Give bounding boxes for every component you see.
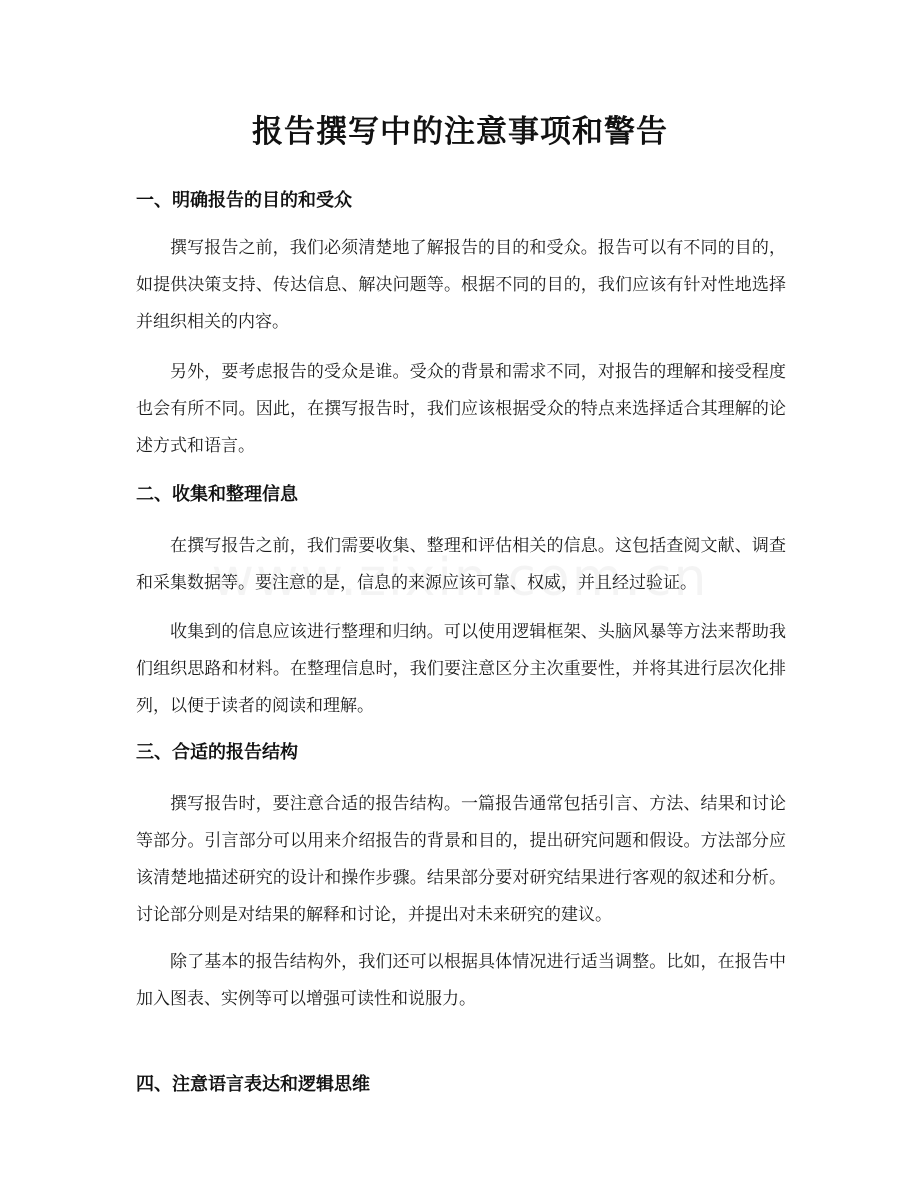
section-3-paragraph-1: 撰写报告时，要注意合适的报告结构。一篇报告通常包括引言、方法、结果和讨论等部分。引言部分可以用来介绍报告的背景和目的，提出研究问题和假设。方法部分应该清楚地描述研究的设计和操作步骤。结果部分要对研究结果进行客观的叙述和分析。讨论部分则是对结果的解释和讨论，并提出对未来研究的建议。 xyxy=(136,794,786,925)
section-2-paragraph-1: 在撰写报告之前，我们需要收集、整理和评估相关的信息。这包括查阅文献、调查和采集数据等。要注意的是，信息的来源应该可靠、权威，并且经过验证。 xyxy=(136,536,786,593)
section-2-paragraph-2: 收集到的信息应该进行整理和归纳。可以使用逻辑框架、头脑风暴等方法来帮助我们组织思路和材料。在整理信息时，我们要注意区分主次重要性，并将其进行层次化排列，以便于读者的阅读和理解。 xyxy=(136,622,786,716)
section-1-paragraph-2: 另外，要考虑报告的受众是谁。受众的背景和需求不同，对报告的理解和接受程度也会有所不同。因此，在撰写报告时，我们应该根据受众的特点来选择适合其理解的论述方式和语言。 xyxy=(136,362,786,456)
section-3-paragraph-2: 除了基本的报告结构外，我们还可以根据具体情况进行适当调整。比如，在报告中加入图表、实例等可以增强可读性和说服力。 xyxy=(136,952,786,1009)
section-3-heading: 三、合适的报告结构 xyxy=(136,742,298,763)
section-1-heading: 一、明确报告的目的和受众 xyxy=(136,190,352,211)
page-title: 报告撰写中的注意事项和警告 xyxy=(252,114,668,150)
section-1-paragraph-1: 撰写报告之前，我们必须清楚地了解报告的目的和受众。报告可以有不同的目的，如提供决策支持、传达信息、解决问题等。根据不同的目的，我们应该有针对性地选择并组织相关的内容。 xyxy=(136,238,786,332)
section-2-heading: 二、收集和整理信息 xyxy=(136,484,298,505)
section-4-heading: 四、注意语言表达和逻辑思维 xyxy=(136,1074,370,1095)
